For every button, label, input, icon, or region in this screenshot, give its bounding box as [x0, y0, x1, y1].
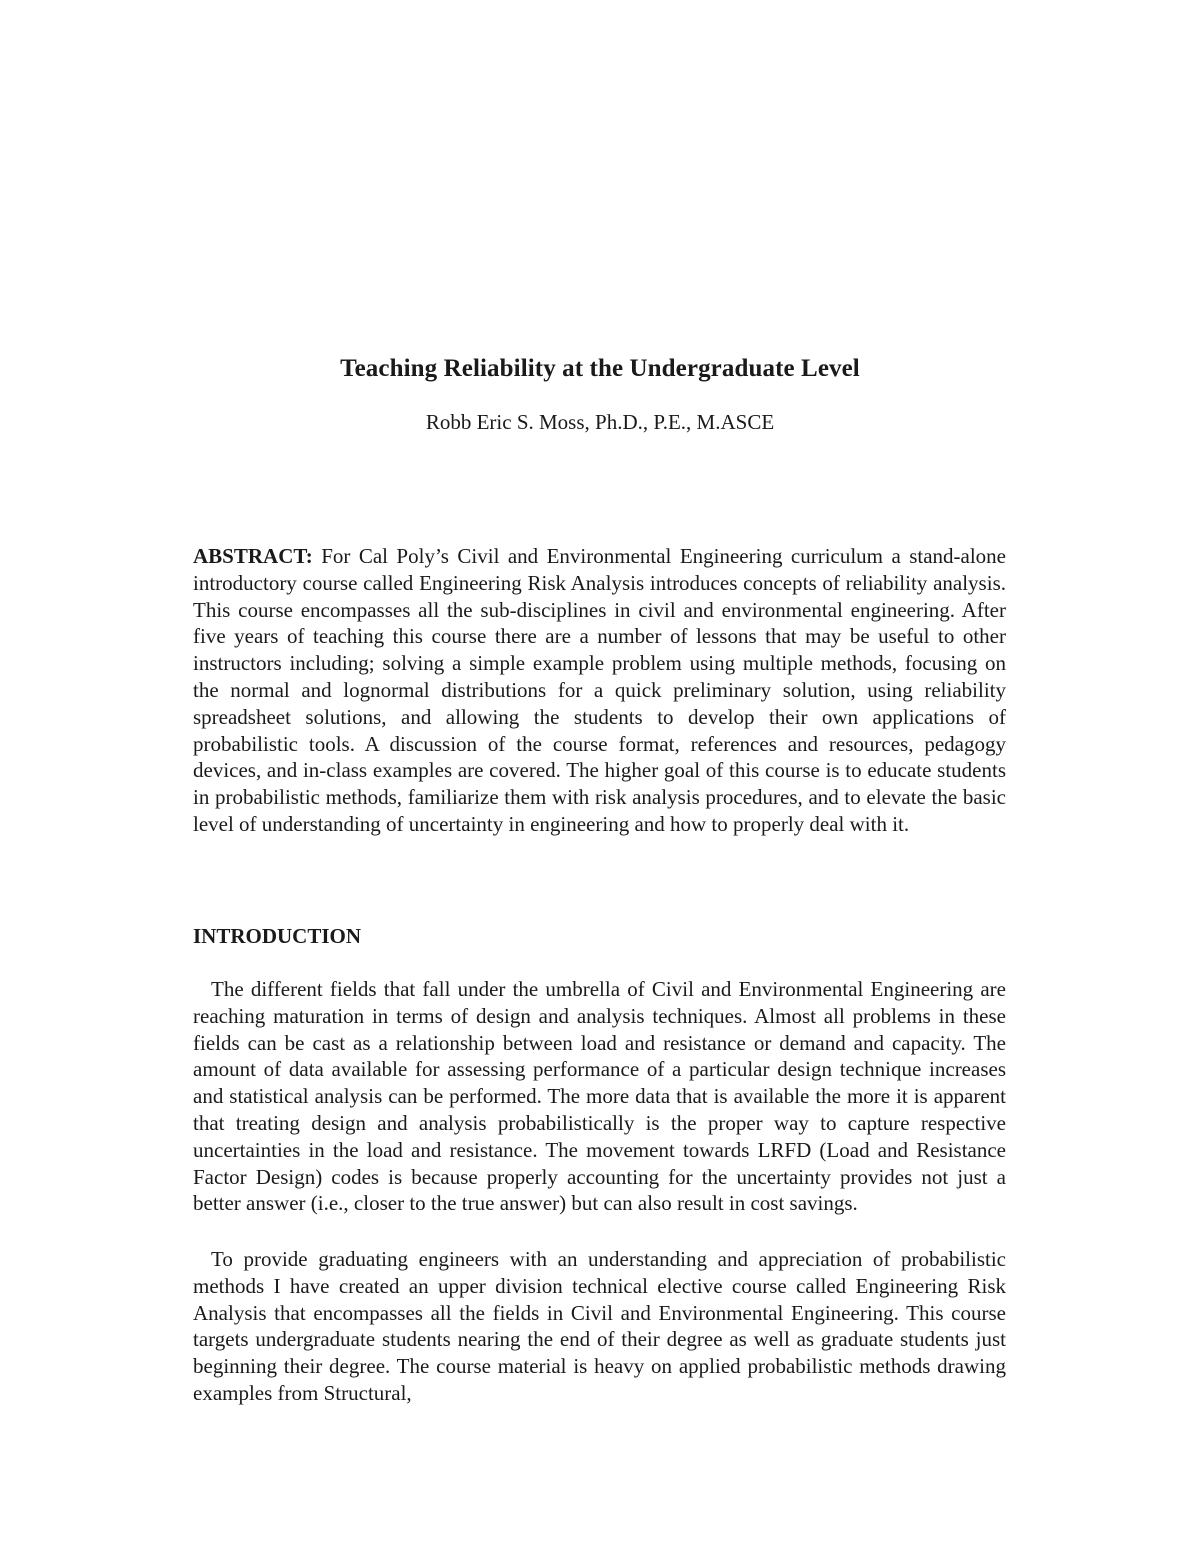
- intro-paragraph-1: The different fields that fall under the umbrella of Civil and Environmental Engineering are reaching maturation in terms of design and analysis techniques. Almost all problems in these fields can be cast as a relationship between load and resistance or demand and capacity. The amount of data available for assessing performance of a particular design technique increases and statistical analysis can be performed. The more data that is available the more it is apparent that treating design and analysis probabilistically is the proper way to capture respective uncertainties in the load and resistance. The movement towards LRFD (Load and Resistance Factor Design) codes is because properly accounting for the uncertainty provides not just a better answer (i.e., closer to the true answer) but can also result in cost savings.: [193, 977, 1006, 1216]
- abstract: [193, 543, 1006, 838]
- abstract-text: For Cal Poly’s Civil and Environmental Engineering curriculum a stand-alone introductory course called Engineering Risk Analysis introduces concepts of reliability analysis. This course encompasses all the sub-disciplines in civil and environmental engineering. After five years of teaching this course there are a number of lessons that may be useful to other instructors including; solving a simple example problem using multiple methods, focusing on the normal and lognormal distributions for a quick preliminary solution, using reliability spreadsheet solutions, and allowing the students to develop their own applications of probabilistic tools. A discussion of the course format, references and resources, pedagogy devices, and in-class examples are covered. The higher goal of this course is to educate students in probabilistic methods, familiarize them with risk analysis procedures, and to elevate the basic level of understanding of uncertainty in engineering and how to properly deal with it.: [193, 544, 1006, 836]
- intro-paragraph-2: To provide graduating engineers with an understanding and appreciation of probabilistic methods I have created an upper division technical elective course called Engineering Risk Analysis that encompasses all the fields in Civil and Environmental Engineering. This course targets undergraduate students nearing the end of their degree as well as graduate students just beginning their degree. The course material is heavy on applied probabilistic methods drawing examples from Structural,: [193, 1247, 1006, 1405]
- abstract-label: ABSTRACT:: [193, 544, 313, 568]
- section-heading-introduction: INTRODUCTION: [193, 924, 362, 948]
- paper-title: Teaching Reliability at the Undergraduate Level: [340, 355, 860, 382]
- author-line: Robb Eric S. Moss, Ph.D., P.E., M.ASCE: [425, 410, 775, 434]
